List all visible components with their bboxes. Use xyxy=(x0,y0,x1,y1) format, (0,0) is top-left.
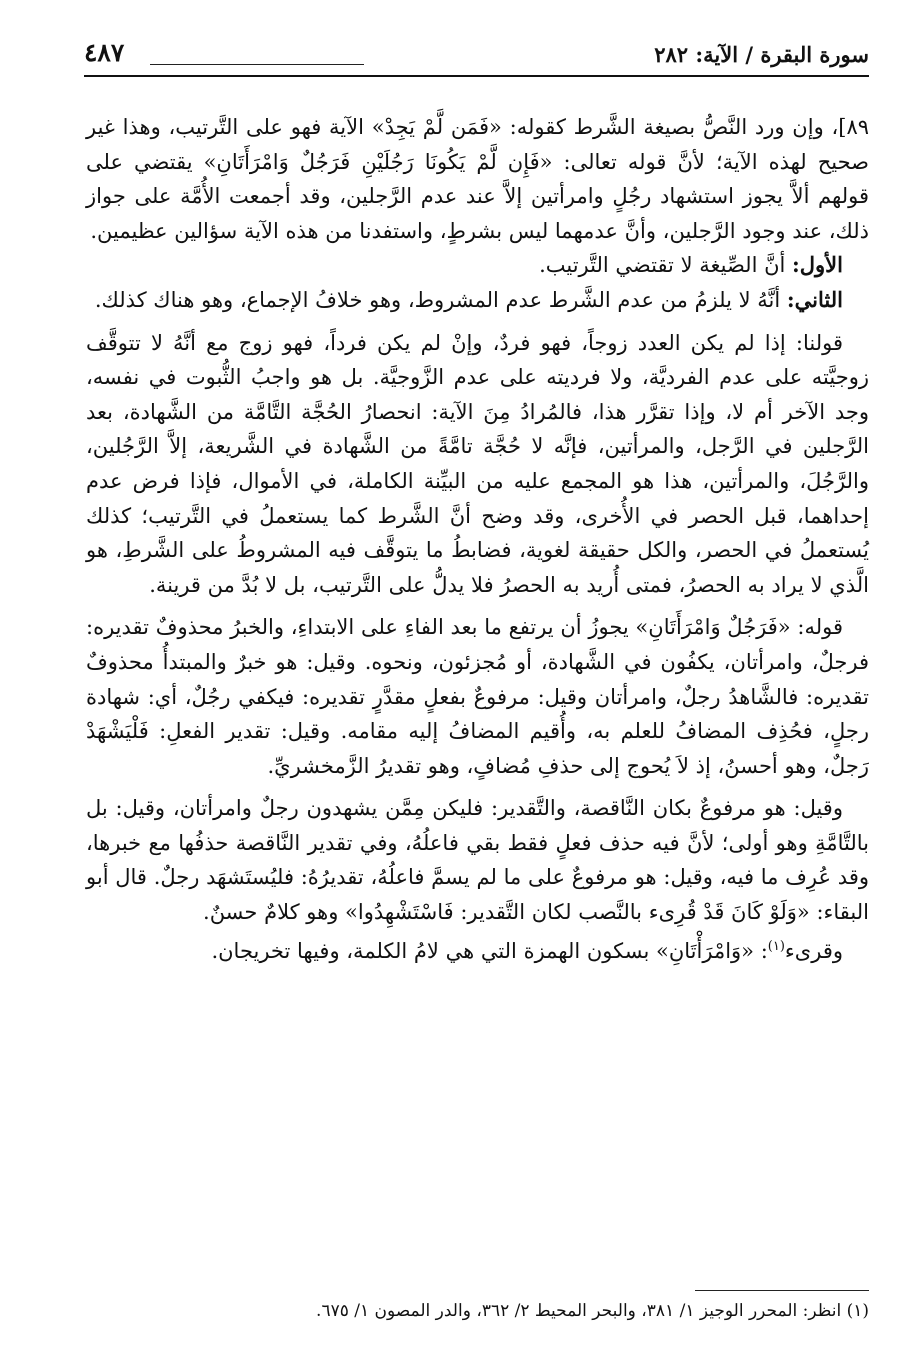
paragraph-2: قولنا: إذا لم يكن العدد زوجاً، فهو فردٌ، وإنْ لم يكن فرداً، فهو زوج مع أنَّهُ لا تتوقَّف زوجيَّته على عدم الفرديَّة، ولا فرديته على عدم الزَّوجيَّة. بل هو واجبُ الثُّبوت في نفسه، وجد الآخر أم لا، وإذا تقرَّر هذا، فالمُرادُ مِنَ الآية: انحصارُ الحُجَّة التَّامَّة من الشَّهادة، بعد الرَّجلين في الرَّجل، والمرأتين، فإنَّه لا حُجَّة تامَّةً من الشَّهادة في الشَّريعة، إلاَّ الرَّجُلين، والرَّجُلَ، والمرأتين، هذا هو المجمع عليه من البيِّنة الكاملة، في الأموال، فإذا فرض عدم إحداهما، قبل الحصر في الأُخرى، وقد وضح أنَّ الشَّرط كما يستعملُ في التَّرتيب؛ كذلك يُستعملُ في الحصر، والكل حقيقة لغوية، فضابطُ ما يتوقَّف فيه المشروطُ على الشَّرطِ، هو الَّذي لا يراد به الحصرُ، فمتى أُريد به الحصرُ فلا يدلُّ على التَّرتيب، بل لا بُدَّ من قرينة. xyxy=(86,330,869,597)
question-first-label: الأول: xyxy=(792,252,843,278)
header-rule-short xyxy=(150,64,364,65)
reading-lead: وقرىء xyxy=(784,938,843,963)
page-number: ٤٨٧ xyxy=(84,38,125,67)
question-first-text: أنَّ الصِّيغة لا تقتضي التَّرتيب. xyxy=(539,253,786,278)
question-first xyxy=(86,248,869,283)
question-second-label: الثاني: xyxy=(786,286,843,312)
paragraph-3: قوله: «فَرَجُلٌ وَامْرَأَتَانِ» يجوزُ أن يرتفع ما بعد الفاءِ على الابتداءِ، والخبرُ محذوفٌ تقديره: فرجلٌ، وامرأتان، يكفُون في الشَّهادة، أو مُجزئون، ونحوه. وقيل: هو خبرٌ والمبتدأُ محذوفٌ تقديره: فالشَّاهدُ رجلٌ، وامرأتان وقيل: مرفوعٌ بفعلٍ مقدَّرٍ تقديره: فيكفي رجُلٌ، أي: شهادة رجلٍ، فحُذِف المضافُ للعلم به، وأُقيم المضافُ إليه مقامه. وقيل: تقدير الفعلِ: فَلْيَشْهَدْ رَجلٌ، وهو أحسنُ، إذ لاَ يُحوج إلى حذفِ مُضافٍ، وهو تقديرُ الزَّمخشريِّ. xyxy=(86,615,869,778)
question-second xyxy=(86,283,869,318)
header-rule xyxy=(84,75,869,77)
question-second-text: أنَّهُ لا يلزمُ من عدم الشَّرط عدم المشروط، وهو خلافُ الإجماع، وهو هناك كذلك. xyxy=(94,287,781,312)
footnote-marker: (١) xyxy=(767,938,785,954)
body-text xyxy=(86,110,869,968)
paragraph-4: وقيل: هو مرفوعٌ بكان النَّاقصة، والتَّقدير: فليكن مِمَّن يشهدون رجلٌ وامرأتان، وقيل: بل بالتَّامَّةِ وهو أولى؛ لأنَّ فيه حذف فعلٍ فقط بقي فاعلُهُ، وفي تقدير النَّاقصة حذفُها مع خبرها، وقد عُرِف ما فيه، وقيل: هو مرفوعٌ على ما لم يسمَّ فاعلُهُ، تقديرُهُ: فليُستَشهَد رجلٌ. قال أبو البقاء: «وَلَوْ كَانَ قَدْ قُرِىء بالنَّصب لكان التَّقدير: فَاسْتَشْهِدُوا» وهو كلامٌ حسنٌ. xyxy=(86,796,869,925)
reading-text: : «وَامْرَأْتَانِ» بسكون الهمزة التي هي لامُ الكلمة، وفيها تخريجان. xyxy=(211,938,768,963)
footnote: (١) انظر: المحرر الوجيز ١/ ٣٨١، والبحر المحيط ٢/ ٣٦٢، والدر المصون ١/ ٦٧٥. xyxy=(316,1301,869,1321)
footnote-rule xyxy=(695,1290,869,1291)
paragraph-1: ٨٩]، وإن ورد النَّصُّ بصيغة الشَّرط كقوله: «فَمَن لَّمْ يَجِدْ» الآية فهو على التَّرتيب، وهذا غير صحيح لهذه الآية؛ لأنَّ قوله تعالى: «فَإِن لَّمْ يَكُونَا رَجُلَيْنِ فَرَجُلٌ وَامْرَأَتَانِ» يقتضي على قولهم ألاَّ يجوز استشهاد رجُلٍ وامرأتين إلاَّ عند عدم الرَّجلين، وقد أجمعت الأُمَّة على جواز ذلك، عند وجود الرَّجلين، وأنَّ عدمهما ليس بشرطٍ، واستفدنا من هذه الآية سؤالين عظيمين. xyxy=(86,115,869,243)
running-header xyxy=(84,34,869,74)
reading-paragraph xyxy=(86,930,869,969)
header-title: سورة البقرة / الآية: ٢٨٢ xyxy=(654,42,869,67)
